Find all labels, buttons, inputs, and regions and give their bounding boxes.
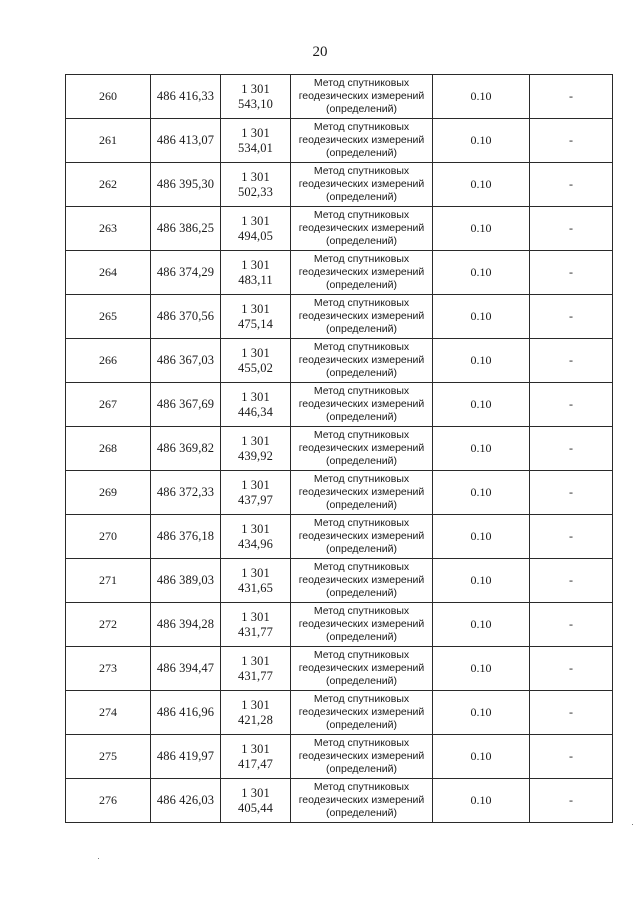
method-cell bbox=[291, 603, 433, 647]
method-line: (определений) bbox=[325, 103, 398, 115]
description-cell: - bbox=[530, 163, 613, 207]
table-row bbox=[66, 119, 613, 163]
method-cell bbox=[291, 779, 433, 823]
method-line: (определений) bbox=[325, 807, 398, 819]
accuracy-cell: 0.10 bbox=[433, 383, 530, 427]
point-number-cell: 274 bbox=[66, 691, 151, 735]
method-line: Метод спутниковых bbox=[313, 737, 410, 749]
method-cell bbox=[291, 383, 433, 427]
method-cell bbox=[291, 735, 433, 779]
method-line: (определений) bbox=[325, 675, 398, 687]
description-cell: - bbox=[530, 735, 613, 779]
method-line: Метод спутниковых bbox=[313, 649, 410, 661]
y-coordinate-cell: 1 301 431,77 bbox=[221, 603, 291, 647]
x-coordinate-cell: 486 413,07 bbox=[151, 119, 221, 163]
table-row bbox=[66, 471, 613, 515]
y-coordinate-cell: 1 301 405,44 bbox=[221, 779, 291, 823]
method-line: геодезических измерений bbox=[298, 442, 425, 454]
point-number-cell: 262 bbox=[66, 163, 151, 207]
description-cell: - bbox=[530, 119, 613, 163]
method-line: Метод спутниковых bbox=[313, 781, 410, 793]
method-line: (определений) bbox=[325, 367, 398, 379]
method-line: Метод спутниковых bbox=[313, 693, 410, 705]
accuracy-cell: 0.10 bbox=[433, 647, 530, 691]
description-cell: - bbox=[530, 339, 613, 383]
point-number-cell: 266 bbox=[66, 339, 151, 383]
method-line: (определений) bbox=[325, 279, 398, 291]
accuracy-cell: 0.10 bbox=[433, 251, 530, 295]
method-cell bbox=[291, 559, 433, 603]
y-coordinate-cell: 1 301 431,65 bbox=[221, 559, 291, 603]
y-coordinate-cell: 1 301 455,02 bbox=[221, 339, 291, 383]
method-line: геодезических измерений bbox=[298, 750, 425, 762]
point-number-cell: 273 bbox=[66, 647, 151, 691]
description-cell: - bbox=[530, 559, 613, 603]
method-line: геодезических измерений bbox=[298, 178, 425, 190]
method-line: геодезических измерений bbox=[298, 222, 425, 234]
y-coordinate-cell: 1 301 446,34 bbox=[221, 383, 291, 427]
method-line: геодезических измерений bbox=[298, 486, 425, 498]
method-line: Метод спутниковых bbox=[313, 385, 410, 397]
y-coordinate-cell: 1 301 439,92 bbox=[221, 427, 291, 471]
point-number-cell: 260 bbox=[66, 75, 151, 119]
x-coordinate-cell: 486 372,33 bbox=[151, 471, 221, 515]
method-cell bbox=[291, 691, 433, 735]
accuracy-cell: 0.10 bbox=[433, 735, 530, 779]
x-coordinate-cell: 486 386,25 bbox=[151, 207, 221, 251]
table-row bbox=[66, 295, 613, 339]
x-coordinate-cell: 486 370,56 bbox=[151, 295, 221, 339]
x-coordinate-cell: 486 367,03 bbox=[151, 339, 221, 383]
page-number: 20 bbox=[312, 44, 328, 60]
description-cell: - bbox=[530, 251, 613, 295]
x-coordinate-cell: 486 367,69 bbox=[151, 383, 221, 427]
method-line: Метод спутниковых bbox=[313, 297, 410, 309]
table-row bbox=[66, 207, 613, 251]
method-line: геодезических измерений bbox=[298, 398, 425, 410]
accuracy-cell: 0.10 bbox=[433, 75, 530, 119]
accuracy-cell: 0.10 bbox=[433, 207, 530, 251]
x-coordinate-cell: 486 394,28 bbox=[151, 603, 221, 647]
accuracy-cell: 0.10 bbox=[433, 163, 530, 207]
accuracy-cell: 0.10 bbox=[433, 427, 530, 471]
method-line: Метод спутниковых bbox=[313, 605, 410, 617]
method-line: (определений) bbox=[325, 455, 398, 467]
point-number-cell: 268 bbox=[66, 427, 151, 471]
accuracy-cell: 0.10 bbox=[433, 295, 530, 339]
method-cell bbox=[291, 119, 433, 163]
method-cell bbox=[291, 163, 433, 207]
description-cell: - bbox=[530, 691, 613, 735]
method-line: геодезических измерений bbox=[298, 90, 425, 102]
method-line: геодезических измерений bbox=[298, 310, 425, 322]
accuracy-cell: 0.10 bbox=[433, 559, 530, 603]
point-number-cell: 263 bbox=[66, 207, 151, 251]
method-line: Метод спутниковых bbox=[313, 561, 410, 573]
method-line: (определений) bbox=[325, 235, 398, 247]
description-cell: - bbox=[530, 515, 613, 559]
method-line: Метод спутниковых bbox=[313, 429, 410, 441]
x-coordinate-cell: 486 416,33 bbox=[151, 75, 221, 119]
point-number-cell: 270 bbox=[66, 515, 151, 559]
accuracy-cell: 0.10 bbox=[433, 779, 530, 823]
description-cell: - bbox=[530, 603, 613, 647]
method-line: Метод спутниковых bbox=[313, 341, 410, 353]
description-cell: - bbox=[530, 471, 613, 515]
x-coordinate-cell: 486 394,47 bbox=[151, 647, 221, 691]
y-coordinate-cell: 1 301 543,10 bbox=[221, 75, 291, 119]
table-row bbox=[66, 603, 613, 647]
method-cell bbox=[291, 295, 433, 339]
method-line: (определений) bbox=[325, 499, 398, 511]
method-cell bbox=[291, 207, 433, 251]
y-coordinate-cell: 1 301 534,01 bbox=[221, 119, 291, 163]
scan-speck bbox=[98, 858, 99, 859]
method-line: (определений) bbox=[325, 543, 398, 555]
method-line: геодезических измерений bbox=[298, 706, 425, 718]
point-number-cell: 264 bbox=[66, 251, 151, 295]
point-number-cell: 267 bbox=[66, 383, 151, 427]
y-coordinate-cell: 1 301 417,47 bbox=[221, 735, 291, 779]
description-cell: - bbox=[530, 383, 613, 427]
method-line: геодезических измерений bbox=[298, 794, 425, 806]
table-row bbox=[66, 251, 613, 295]
method-line: геодезических измерений bbox=[298, 134, 425, 146]
method-line: (определений) bbox=[325, 763, 398, 775]
point-number-cell: 275 bbox=[66, 735, 151, 779]
method-line: Метод спутниковых bbox=[313, 77, 410, 89]
table-row bbox=[66, 163, 613, 207]
x-coordinate-cell: 486 395,30 bbox=[151, 163, 221, 207]
method-cell bbox=[291, 515, 433, 559]
method-line: Метод спутниковых bbox=[313, 121, 410, 133]
table-row bbox=[66, 427, 613, 471]
x-coordinate-cell: 486 389,03 bbox=[151, 559, 221, 603]
y-coordinate-cell: 1 301 434,96 bbox=[221, 515, 291, 559]
y-coordinate-cell: 1 301 475,14 bbox=[221, 295, 291, 339]
point-number-cell: 271 bbox=[66, 559, 151, 603]
table-row bbox=[66, 779, 613, 823]
table-row bbox=[66, 647, 613, 691]
scan-speck bbox=[632, 824, 633, 825]
x-coordinate-cell: 486 416,96 bbox=[151, 691, 221, 735]
description-cell: - bbox=[530, 427, 613, 471]
table-row bbox=[66, 515, 613, 559]
method-cell bbox=[291, 251, 433, 295]
method-line: геодезических измерений bbox=[298, 530, 425, 542]
accuracy-cell: 0.10 bbox=[433, 603, 530, 647]
table-row bbox=[66, 383, 613, 427]
method-line: геодезических измерений bbox=[298, 574, 425, 586]
method-cell bbox=[291, 471, 433, 515]
y-coordinate-cell: 1 301 421,28 bbox=[221, 691, 291, 735]
method-line: (определений) bbox=[325, 719, 398, 731]
method-line: (определений) bbox=[325, 587, 398, 599]
accuracy-cell: 0.10 bbox=[433, 339, 530, 383]
x-coordinate-cell: 486 376,18 bbox=[151, 515, 221, 559]
table-row bbox=[66, 339, 613, 383]
method-line: геодезических измерений bbox=[298, 354, 425, 366]
description-cell: - bbox=[530, 779, 613, 823]
y-coordinate-cell: 1 301 502,33 bbox=[221, 163, 291, 207]
point-number-cell: 276 bbox=[66, 779, 151, 823]
method-line: (определений) bbox=[325, 147, 398, 159]
method-cell bbox=[291, 339, 433, 383]
accuracy-cell: 0.10 bbox=[433, 471, 530, 515]
method-line: (определений) bbox=[325, 631, 398, 643]
x-coordinate-cell: 486 374,29 bbox=[151, 251, 221, 295]
method-cell bbox=[291, 647, 433, 691]
y-coordinate-cell: 1 301 437,97 bbox=[221, 471, 291, 515]
y-coordinate-cell: 1 301 494,05 bbox=[221, 207, 291, 251]
method-cell bbox=[291, 427, 433, 471]
method-line: геодезических измерений bbox=[298, 266, 425, 278]
y-coordinate-cell: 1 301 431,77 bbox=[221, 647, 291, 691]
y-coordinate-cell: 1 301 483,11 bbox=[221, 251, 291, 295]
point-number-cell: 261 bbox=[66, 119, 151, 163]
description-cell: - bbox=[530, 647, 613, 691]
method-line: Метод спутниковых bbox=[313, 473, 410, 485]
point-number-cell: 269 bbox=[66, 471, 151, 515]
point-number-cell: 265 bbox=[66, 295, 151, 339]
table-row bbox=[66, 735, 613, 779]
method-line: (определений) bbox=[325, 323, 398, 335]
point-number-cell: 272 bbox=[66, 603, 151, 647]
method-line: Метод спутниковых bbox=[313, 517, 410, 529]
table-row bbox=[66, 75, 613, 119]
x-coordinate-cell: 486 369,82 bbox=[151, 427, 221, 471]
method-cell bbox=[291, 75, 433, 119]
x-coordinate-cell: 486 426,03 bbox=[151, 779, 221, 823]
method-line: Метод спутниковых bbox=[313, 253, 410, 265]
x-coordinate-cell: 486 419,97 bbox=[151, 735, 221, 779]
description-cell: - bbox=[530, 295, 613, 339]
method-line: геодезических измерений bbox=[298, 618, 425, 630]
description-cell: - bbox=[530, 75, 613, 119]
method-line: (определений) bbox=[325, 191, 398, 203]
table-row bbox=[66, 691, 613, 735]
accuracy-cell: 0.10 bbox=[433, 691, 530, 735]
accuracy-cell: 0.10 bbox=[433, 515, 530, 559]
coordinates-table bbox=[65, 74, 613, 823]
accuracy-cell: 0.10 bbox=[433, 119, 530, 163]
description-cell: - bbox=[530, 207, 613, 251]
method-line: геодезических измерений bbox=[298, 662, 425, 674]
method-line: Метод спутниковых bbox=[313, 209, 410, 221]
method-line: (определений) bbox=[325, 411, 398, 423]
table-row bbox=[66, 559, 613, 603]
method-line: Метод спутниковых bbox=[313, 165, 410, 177]
